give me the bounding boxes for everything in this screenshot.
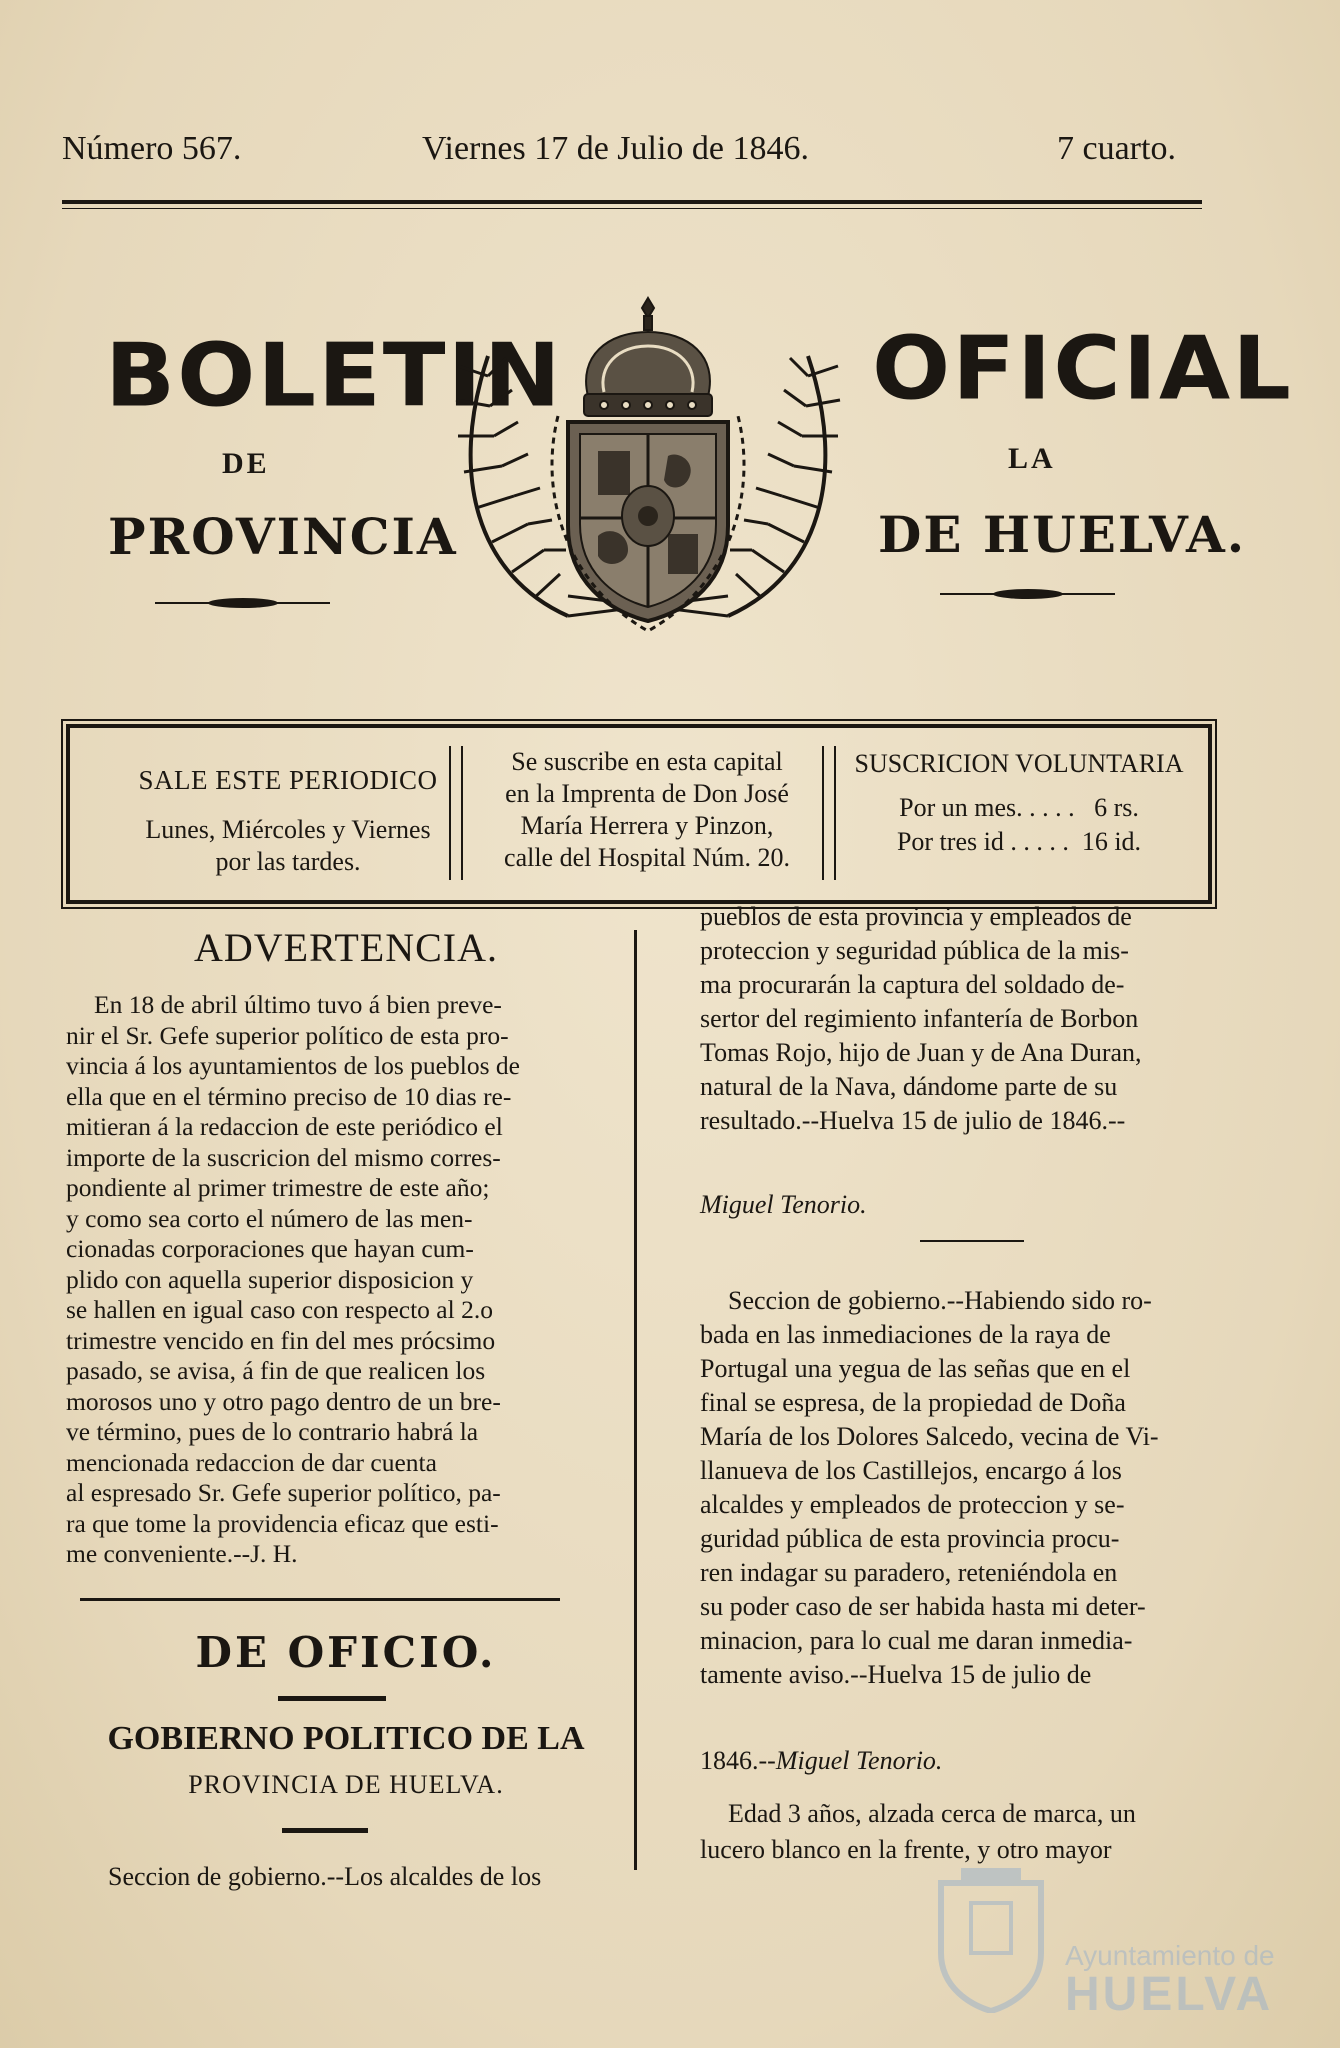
right-p2-line: minacion, para lo cual me daran inmedia-: [700, 1626, 1133, 1655]
title-la: LA: [1008, 442, 1056, 475]
watermark-line-2: HUELVA: [1065, 1968, 1274, 2021]
right-p1-line: Tomas Rojo, hijo de Juan y de Ana Duran,: [700, 1038, 1142, 1067]
advertencia-line: mitieran á la redaccion de este periódico el: [66, 1112, 503, 1141]
advertencia-line: importe de la suscricion del mismo corres-: [66, 1142, 501, 1172]
right-paragraph-1: [700, 900, 1226, 1138]
right-paragraph-2: [700, 1284, 1226, 1692]
price-one-month: Por un mes. . . . . 6 rs.: [899, 793, 1139, 822]
advertencia-heading: ADVERTENCIA.: [193, 925, 498, 970]
date-1846: 1846.--: [700, 1746, 776, 1775]
advertencia-line: vincia á los ayuntamientos de los pueblos de: [66, 1051, 520, 1080]
right-p1-line: resultado.--Huelva 15 de julio de 1846.--: [700, 1106, 1126, 1135]
schedule-time: por las tardes.: [215, 847, 361, 876]
title-boletin: BOLETIN: [105, 324, 563, 427]
right-p2-line: María de los Dolores Salcedo, vecina de Vi-: [700, 1422, 1159, 1451]
advertencia-line: plido con aquella superior disposicion y: [66, 1264, 474, 1294]
coat-of-arms-icon: [418, 296, 878, 641]
where-line-2: en la Imprenta de Don José: [505, 779, 789, 808]
schedule-title: SALE ESTE PERIODICO: [138, 765, 438, 795]
advertencia-line: cionadas corporaciones que hayan cum-: [66, 1234, 474, 1263]
right-p1-line: ma procurarán la captura del soldado de-: [700, 970, 1125, 999]
masthead-info-line: [62, 130, 1212, 180]
right-p2-line: llanueva de los Castillejos, encargo á los: [700, 1456, 1122, 1485]
right-p3-line: lucero blanco en la frente, y otro mayor: [700, 1835, 1112, 1864]
right-p1-line: pueblos de esta provincia y empleados de: [700, 902, 1132, 931]
price-three-months: Por tres id . . . . . 16 id.: [896, 827, 1142, 856]
right-p2-line: alcaldes y empleados de proteccion y se-: [700, 1490, 1125, 1519]
signature-2: Miguel Tenorio.: [775, 1746, 943, 1775]
advertencia-line: ve término, pues de lo contrario habrá la: [66, 1417, 479, 1446]
advertencia-line: mencionada redaccion de dar cuenta: [66, 1447, 437, 1477]
advertencia-line: al espresado Sr. Gefe superior político, pa-: [66, 1478, 501, 1507]
title-oficial: OFICIAL: [872, 317, 1293, 420]
right-rule: [920, 1240, 1024, 1242]
signature-1: Miguel Tenorio.: [700, 1190, 867, 1219]
advertencia-line: ella que en el término preciso de 10 dias re-: [66, 1081, 512, 1111]
where-line-4: calle del Hospital Núm. 20.: [504, 843, 790, 872]
right-p1-line: sertor del regimiento infantería de Borbon: [700, 1004, 1139, 1033]
issue-number: Número 567.: [62, 130, 242, 167]
advertencia-line: En 18 de abril último tuvo á bien preve-: [94, 990, 502, 1019]
right-p1-line: natural de la Nava, dándome parte de su: [700, 1072, 1118, 1101]
issue-date: Viernes 17 de Julio de 1846.: [422, 130, 809, 167]
issue-price: 7 cuarto.: [1057, 130, 1176, 167]
subscription-col-where: [465, 728, 829, 900]
where-line-1: Se suscribe en esta capital: [511, 747, 783, 776]
right-p1-line: proteccion y seguridad pública de la mis-: [700, 936, 1129, 965]
advertencia-body: [66, 990, 584, 1570]
de-oficio-heading: DE OFICIO.: [195, 1628, 497, 1677]
advertencia-line: pondiente al primer trimestre de este año;: [66, 1173, 490, 1202]
section-rule: [80, 1598, 560, 1601]
advertencia-line: me conveniente.--J. H.: [66, 1539, 298, 1568]
advertencia-line: morosos uno y otro pago dentro de un bre-: [66, 1386, 501, 1416]
masthead-double-rule: [62, 200, 1202, 209]
right-paragraph-2-end: [700, 1746, 942, 1776]
right-p2-line: final se espresa, de la propiedad de Doña: [700, 1388, 1126, 1417]
title-de-huelva: DE HUELVA.: [878, 505, 1247, 564]
advertencia-line: nir el Sr. Gefe superior político de esta pro-: [66, 1020, 509, 1050]
advertencia-line: trimestre vencido en fin del mes prócsimo: [66, 1325, 496, 1355]
subscription-col-prices: [834, 728, 1204, 900]
title-de: DE: [222, 447, 270, 480]
advertencia-line: ra que tome la providencia eficaz que esti-: [66, 1508, 499, 1538]
de-oficio-rule: [278, 1696, 386, 1701]
gobierno-rule: [282, 1828, 368, 1833]
right-p2-line: ren indagar su paradero, reteniéndola en: [700, 1558, 1118, 1587]
seccion-gobierno-start: Seccion de gobierno.--Los alcaldes de los: [108, 1862, 542, 1891]
advertencia-line: pasado, se avisa, á fin de que realicen los: [66, 1356, 486, 1385]
advertencia-line: y como sea corto el número de las men-: [66, 1203, 473, 1233]
schedule-days: Lunes, Miércoles y Viernes: [145, 815, 431, 844]
subscription-col-schedule: [78, 728, 498, 900]
huelva-shield-icon: [931, 1863, 1051, 2013]
right-p2-line: tamente aviso.--Huelva 15 de julio de: [700, 1660, 1092, 1689]
box-divider-1: [449, 746, 463, 880]
ornament-right: [940, 593, 1115, 595]
advertencia-line: se hallen en igual caso con respecto al 2.o: [66, 1295, 493, 1324]
right-p3-line: Edad 3 años, alzada cerca de marca, un: [728, 1799, 1136, 1828]
title-provincia: PROVINCIA: [108, 507, 458, 566]
gobierno-heading: GOBIERNO POLITICO DE LA: [107, 1720, 585, 1757]
right-p2-line: guridad pública de esta provincia procu-: [700, 1524, 1120, 1553]
right-p2-line: su poder caso de ser habida hasta mi deter-: [700, 1592, 1146, 1621]
ayuntamiento-watermark: [925, 1855, 1275, 2021]
subscription-box: [66, 724, 1212, 904]
ornament-left: [155, 602, 330, 604]
watermark-line-1: Ayuntamiento de: [1065, 1940, 1275, 1971]
right-p2-line: bada en las inmediaciones de la raya de: [700, 1320, 1111, 1349]
where-line-3: María Herrera y Pinzon,: [520, 811, 774, 840]
right-p2-line: Portugal una yegua de las señas que en el: [700, 1354, 1131, 1383]
column-divider: [634, 930, 637, 1870]
gobierno-subheading: PROVINCIA DE HUELVA.: [188, 1770, 504, 1799]
right-p2-line: Seccion de gobierno.--Habiendo sido ro-: [728, 1286, 1152, 1315]
prices-title: SUSCRICION VOLUNTARIA: [854, 749, 1184, 778]
